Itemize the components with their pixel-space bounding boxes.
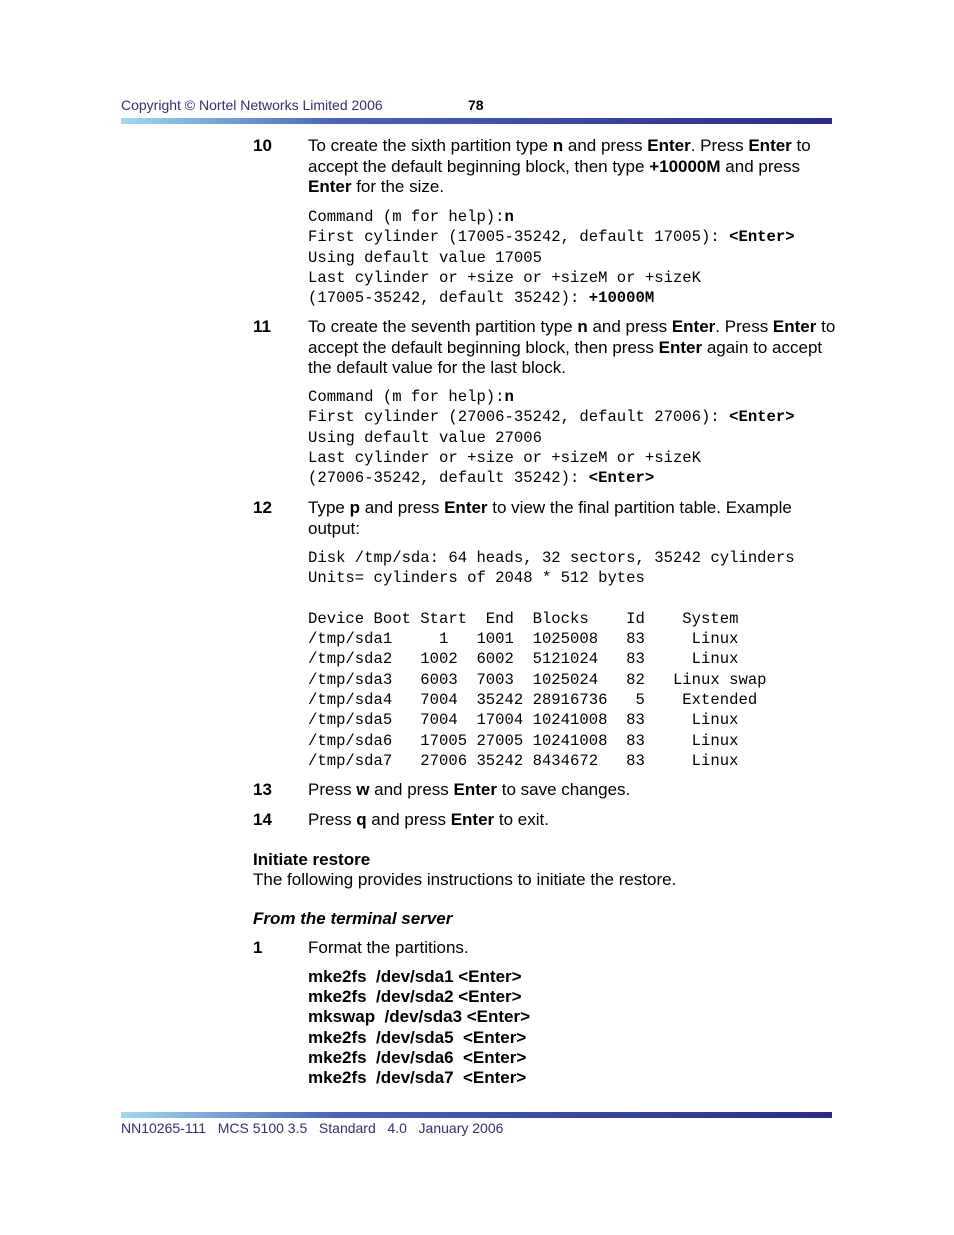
command-line: mke2fs /dev/sda1 <Enter> [308,967,522,986]
table-header: Device Boot Start End Blocks Id System [308,609,739,628]
footer-document-info: NN10265-111 MCS 5100 3.5 Standard 4.0 January 2006 [121,1120,504,1136]
command-line: mke2fs /dev/sda6 <Enter> [308,1047,527,1067]
output-line: Disk /tmp/sda: 64 heads, 32 sectors, 35242 cylinders [308,549,795,567]
command-line: mke2fs /dev/sda5 <Enter> [308,1027,527,1047]
command-line: mke2fs /dev/sda7 <Enter> [308,1068,527,1088]
footer-rule [121,1112,832,1118]
section-intro: The following provides instructions to initiate the restore. [253,870,677,889]
command-line: mkswap /dev/sda3 <Enter> [308,1007,531,1027]
step-text: To create the seventh partition type n and press Enter. Press Enter to accept the default beginning block, then press Enter again to accept the default value for the last block. [308,317,836,377]
command-list [308,967,530,1088]
step-text: Format the partitions. [308,938,469,957]
command-line: mke2fs /dev/sda2 <Enter> [308,987,522,1007]
table-row: /tmp/sda3 6003 7003 1025024 82 Linux swap [308,670,767,689]
table-row: /tmp/sda6 17005 27005 10241008 83 Linux [308,731,739,750]
partition-table-output [308,548,795,771]
step-number: 13 [253,780,272,799]
table-row: /tmp/sda5 7004 17004 10241008 83 Linux [308,711,739,730]
step-text: To create the sixth partition type n and press Enter. Press Enter to accept the default beginning block, then type +10000M and press Enter for the size. [308,136,811,196]
output-line [308,589,795,609]
table-row: /tmp/sda7 27006 35242 8434672 83 Linux [308,751,739,770]
step-number: 1 [253,938,263,957]
header-rule [121,118,832,124]
section-heading: Initiate restore [253,850,371,869]
subsection-heading: From the terminal server [253,909,453,928]
page-number: 78 [468,97,484,113]
step-number: 10 [253,136,272,155]
step-text: Press w and press Enter to save changes. [308,780,631,799]
table-row: /tmp/sda4 7004 35242 28916736 5 Extended [308,691,758,710]
step-text: Press q and press Enter to exit. [308,810,549,829]
header-copyright: Copyright © Nortel Networks Limited 2006 [121,97,383,113]
table-row: /tmp/sda1 1 1001 1025008 83 Linux [308,630,739,649]
code-block: Command (m for help):n First cylinder (17005-35242, default 17005): <Enter> Using default value 17005 Last cylinder or +size or +sizeM or +sizeK (17005-35242, default 35242): +10000M [308,208,795,308]
step-number: 11 [253,317,271,336]
table-row: /tmp/sda2 1002 6002 5121024 83 Linux [308,650,739,669]
step-number: 12 [253,498,272,517]
output-line: Units= cylinders of 2048 * 512 bytes [308,569,645,588]
step-text: Type p and press Enter to view the final partition table. Example output: [308,498,792,538]
step-number: 14 [253,810,272,829]
code-block: Command (m for help):n First cylinder (27006-35242, default 27006): <Enter> Using default value 27006 Last cylinder or +size or +sizeM or +sizeK (27006-35242, default 35242): <Enter> [308,388,795,488]
